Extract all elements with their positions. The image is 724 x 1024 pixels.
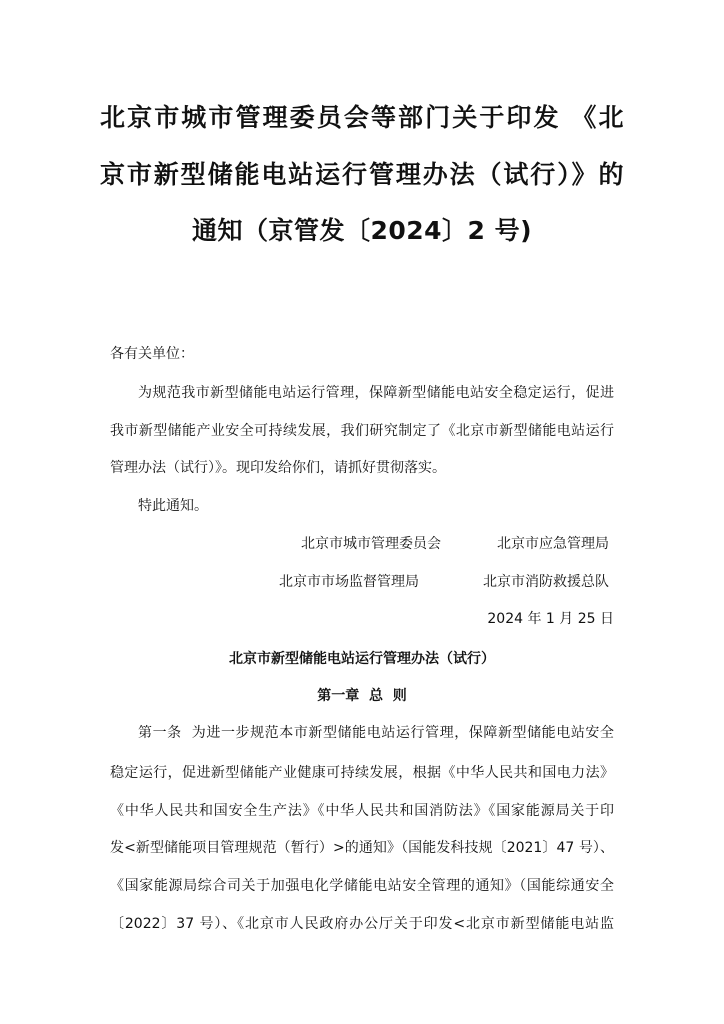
notice-body-line-2: 我市新型储能产业安全可持续发展，我们研究制定了《北京市新型储能电站运行 [110,423,614,439]
notice-body-line-1: 为规范我市新型储能电站运行管理，保障新型储能电站安全稳定运行，促进 [138,385,614,401]
salutation: 各有关单位： [110,346,194,362]
chapter-heading: 第一章 总 则 [317,688,407,704]
article-line-1: 第一条 为进一步规范本市新型储能电站运行管理，保障新型储能电站安全 [138,725,614,741]
article-line-3: 《中华人民共和国安全生产法》《中华人民共和国消防法》《国家能源局关于印 [110,803,614,819]
issuer-emergency-management-bureau: 北京市应急管理局 [497,536,609,552]
notice-title-line-2: 京市新型储能电站运行管理办法（试行）》的 [100,160,624,189]
notice-body-line-3: 管理办法（试行）》。现印发给你们，请抓好贯彻落实。 [110,460,446,476]
closing-text: 特此通知。 [138,498,208,514]
notice-title-line-3: 通知（京管发〔2024〕2 号) [191,216,533,245]
article-line-2: 稳定运行，促进新型储能产业健康可持续发展，根据《中华人民共和国电力法》 [110,765,614,781]
article-line-6: 〔2022〕37 号）、《北京市人民政府办公厅关于印发<北京市新型储能电站监 [110,916,614,932]
article-line-5: 《国家能源局综合司关于加强电化学储能电站安全管理的通知》（国能综通安全 [110,878,614,894]
issuer-city-management-commission: 北京市城市管理委员会 [301,536,441,552]
issuer-fire-rescue-corps: 北京市消防救援总队 [483,574,609,590]
notice-title-line-1: 北京市城市管理委员会等部门关于印发 《北 [100,103,624,132]
regulation-title: 北京市新型储能电站运行管理办法（试行） [229,651,495,667]
article-line-4: 发<新型储能项目管理规范（暂行）>的通知》（国能发科技规〔2021〕47 号）、 [110,840,614,856]
issue-date: 2024 年 1 月 25 日 [487,611,614,627]
issuer-market-supervision-bureau: 北京市市场监督管理局 [279,574,419,590]
